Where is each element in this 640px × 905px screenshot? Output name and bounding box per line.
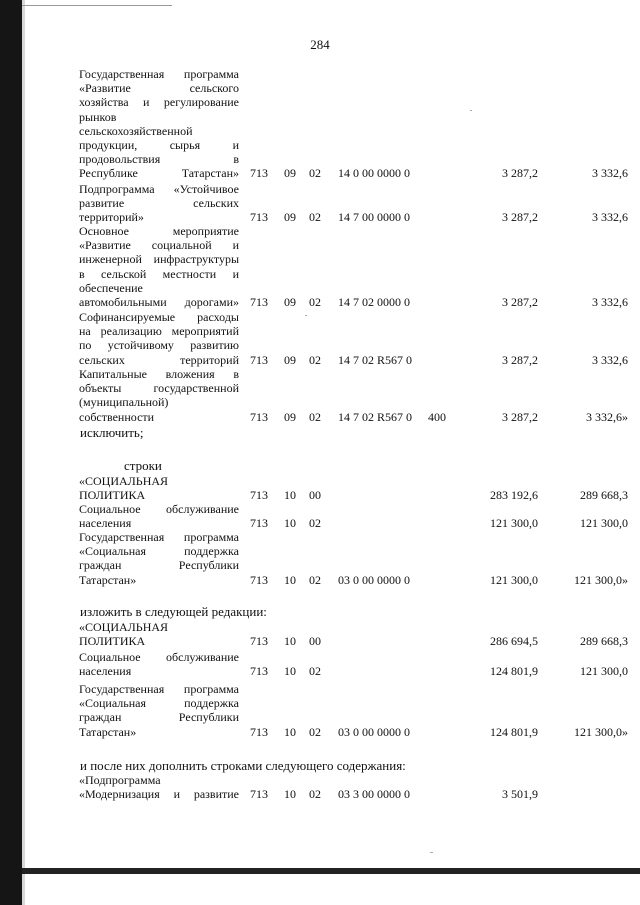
description-line: ПОЛИТИКА bbox=[79, 488, 146, 503]
table-row bbox=[0, 650, 640, 678]
cell-min: 713 bbox=[250, 516, 268, 531]
cell-y1: 3 287,2 bbox=[502, 409, 538, 424]
cell-csr: 14 7 02 0000 0 bbox=[338, 294, 410, 309]
table-row bbox=[0, 310, 640, 367]
cell-min: 713 bbox=[250, 294, 268, 309]
cell-min: 713 bbox=[250, 787, 268, 802]
cell-pr: 02 bbox=[309, 294, 321, 309]
table-row bbox=[0, 682, 640, 739]
description-line: «Социальная поддержка bbox=[79, 696, 239, 711]
description-line: населения bbox=[79, 516, 132, 531]
description-line: граждан Республики bbox=[79, 558, 239, 573]
cell-rz: 09 bbox=[284, 210, 296, 225]
description-line: «Развитие сельского bbox=[79, 81, 239, 96]
table-row bbox=[0, 474, 640, 502]
row-description bbox=[79, 682, 239, 739]
cell-y2: 121 300,0» bbox=[574, 572, 628, 587]
cell-csr: 14 7 00 0000 0 bbox=[338, 210, 410, 225]
table-row bbox=[0, 773, 640, 801]
cell-pr: 02 bbox=[309, 516, 321, 531]
cell-pr: 02 bbox=[309, 572, 321, 587]
description-line: «Развитие социальной и bbox=[79, 238, 239, 253]
row-description bbox=[79, 773, 239, 801]
cell-y1: 3 287,2 bbox=[502, 352, 538, 367]
description-line: по устойчивому развитию bbox=[79, 338, 239, 353]
cell-csr: 03 0 00 0000 0 bbox=[338, 724, 410, 739]
note-exclude: исключить; bbox=[80, 425, 144, 440]
cell-rz: 10 bbox=[284, 634, 296, 649]
description-line: «Подпрограмма bbox=[79, 773, 161, 787]
row-description bbox=[79, 474, 239, 502]
cell-pr: 02 bbox=[309, 787, 321, 802]
description-line: хозяйства и регулирование bbox=[79, 95, 239, 110]
table-row bbox=[0, 620, 640, 648]
description-line: «Модернизация и развитие bbox=[79, 787, 239, 802]
cell-rz: 10 bbox=[284, 787, 296, 802]
cell-min: 713 bbox=[250, 634, 268, 649]
page-number: 284 bbox=[310, 37, 330, 52]
table-row bbox=[0, 367, 640, 424]
row-description bbox=[79, 67, 239, 181]
description-line: ПОЛИТИКА bbox=[79, 634, 146, 649]
description-line: «СОЦИАЛЬНАЯ bbox=[79, 474, 169, 488]
description-line: Социальное обслуживание bbox=[79, 502, 239, 516]
description-line: развитие сельских bbox=[79, 196, 239, 211]
row-description bbox=[79, 530, 239, 587]
cell-min: 713 bbox=[250, 210, 268, 225]
cell-csr: 03 0 00 0000 0 bbox=[338, 572, 410, 587]
cell-csr: 14 7 02 R567 0 bbox=[338, 352, 413, 367]
description-line: сельских территорий bbox=[79, 352, 239, 367]
cell-y2: 3 332,6 bbox=[592, 210, 628, 225]
row-description bbox=[79, 502, 239, 530]
table-row bbox=[0, 224, 640, 309]
table-row bbox=[0, 182, 640, 225]
description-line: «СОЦИАЛЬНАЯ bbox=[79, 620, 169, 634]
description-line: Государственная программа bbox=[79, 530, 239, 544]
cell-y1: 3 501,9 bbox=[502, 787, 538, 802]
description-line: населения bbox=[79, 664, 132, 679]
cell-pr: 02 bbox=[309, 409, 321, 424]
cell-rz: 10 bbox=[284, 572, 296, 587]
note-add: и после них дополнить строками следующего содержания: bbox=[80, 758, 406, 773]
cell-y2: 121 300,0» bbox=[574, 724, 628, 739]
cell-min: 713 bbox=[250, 409, 268, 424]
cell-y2: 3 332,6 bbox=[592, 352, 628, 367]
cell-pr: 02 bbox=[309, 166, 321, 181]
cell-y1: 121 300,0 bbox=[490, 572, 538, 587]
scan-speck bbox=[430, 852, 433, 853]
cell-y1: 283 192,6 bbox=[490, 488, 538, 503]
cell-rz: 09 bbox=[284, 294, 296, 309]
cell-rz: 10 bbox=[284, 664, 296, 679]
description-line: автомобильными дорогами» bbox=[79, 295, 239, 310]
description-line: (муниципальной) bbox=[79, 395, 169, 410]
cell-y2: 289 668,3 bbox=[580, 488, 628, 503]
cell-y1: 3 287,2 bbox=[502, 210, 538, 225]
description-line: Государственная программа bbox=[79, 67, 239, 81]
cell-pr: 00 bbox=[309, 634, 321, 649]
description-line: на реализацию мероприятий bbox=[79, 324, 239, 339]
description-line: Татарстан» bbox=[79, 572, 137, 587]
table-row bbox=[0, 530, 640, 587]
cell-y2: 3 332,6 bbox=[592, 294, 628, 309]
cell-y1: 124 801,9 bbox=[490, 724, 538, 739]
cell-y1: 3 287,2 bbox=[502, 294, 538, 309]
cell-y2: 289 668,3 bbox=[580, 634, 628, 649]
cell-rz: 09 bbox=[284, 409, 296, 424]
description-line: Татарстан» bbox=[79, 724, 137, 739]
row-description bbox=[79, 620, 239, 648]
cell-y2: 3 332,6 bbox=[592, 166, 628, 181]
cell-csr: 14 0 00 0000 0 bbox=[338, 166, 410, 181]
cell-y1: 3 287,2 bbox=[502, 166, 538, 181]
row-description bbox=[79, 182, 239, 225]
cell-pr: 02 bbox=[309, 210, 321, 225]
cell-y1: 124 801,9 bbox=[490, 664, 538, 679]
cell-vr: 400 bbox=[428, 409, 446, 424]
row-description bbox=[79, 310, 239, 367]
cell-pr: 02 bbox=[309, 724, 321, 739]
description-line: продукции, сырья и bbox=[79, 138, 239, 153]
cell-min: 713 bbox=[250, 166, 268, 181]
table-row bbox=[0, 67, 640, 181]
description-line: продовольствия в bbox=[79, 152, 239, 167]
cell-csr: 14 7 02 R567 0 bbox=[338, 409, 413, 424]
description-line: сельскохозяйственной bbox=[79, 123, 193, 138]
description-line: объекты государственной bbox=[79, 381, 239, 396]
description-line: рынков bbox=[79, 109, 117, 124]
description-line: Основное мероприятие bbox=[79, 224, 239, 238]
cell-y2: 121 300,0 bbox=[580, 664, 628, 679]
table-row bbox=[0, 502, 640, 530]
cell-rz: 10 bbox=[284, 516, 296, 531]
description-line: Капитальные вложения в bbox=[79, 367, 239, 381]
cell-min: 713 bbox=[250, 724, 268, 739]
cell-y1: 121 300,0 bbox=[490, 516, 538, 531]
row-description bbox=[79, 650, 239, 678]
row-description bbox=[79, 367, 239, 424]
description-line: Республике Татарстан» bbox=[79, 166, 239, 181]
description-line: Государственная программа bbox=[79, 682, 239, 696]
cell-min: 713 bbox=[250, 488, 268, 503]
description-line: в сельской местности и bbox=[79, 266, 239, 281]
scan-top-mark bbox=[22, 5, 172, 6]
note-replace: изложить в следующей редакции: bbox=[80, 604, 267, 619]
cell-rz: 10 bbox=[284, 488, 296, 503]
description-line: собственности bbox=[79, 409, 155, 424]
cell-pr: 00 bbox=[309, 488, 321, 503]
note-lines: строки bbox=[124, 458, 162, 473]
scan-bottom-border bbox=[22, 868, 640, 874]
cell-pr: 02 bbox=[309, 664, 321, 679]
cell-rz: 10 bbox=[284, 724, 296, 739]
cell-y2: 121 300,0 bbox=[580, 516, 628, 531]
cell-min: 713 bbox=[250, 352, 268, 367]
cell-pr: 02 bbox=[309, 352, 321, 367]
cell-y2: 3 332,6» bbox=[586, 409, 628, 424]
description-line: граждан Республики bbox=[79, 710, 239, 725]
description-line: территорий» bbox=[79, 210, 144, 225]
description-line: Социальное обслуживание bbox=[79, 650, 239, 664]
description-line: инженерной инфраструктуры bbox=[79, 252, 239, 267]
description-line: Подпрограмма «Устойчивое bbox=[79, 182, 239, 196]
description-line: Софинансируемые расходы bbox=[79, 310, 239, 324]
cell-min: 713 bbox=[250, 572, 268, 587]
cell-rz: 09 bbox=[284, 352, 296, 367]
description-line: обеспечение bbox=[79, 280, 143, 295]
cell-min: 713 bbox=[250, 664, 268, 679]
row-description bbox=[79, 224, 239, 309]
cell-rz: 09 bbox=[284, 166, 296, 181]
cell-csr: 03 3 00 0000 0 bbox=[338, 787, 410, 802]
description-line: «Социальная поддержка bbox=[79, 544, 239, 559]
cell-y1: 286 694,5 bbox=[490, 634, 538, 649]
